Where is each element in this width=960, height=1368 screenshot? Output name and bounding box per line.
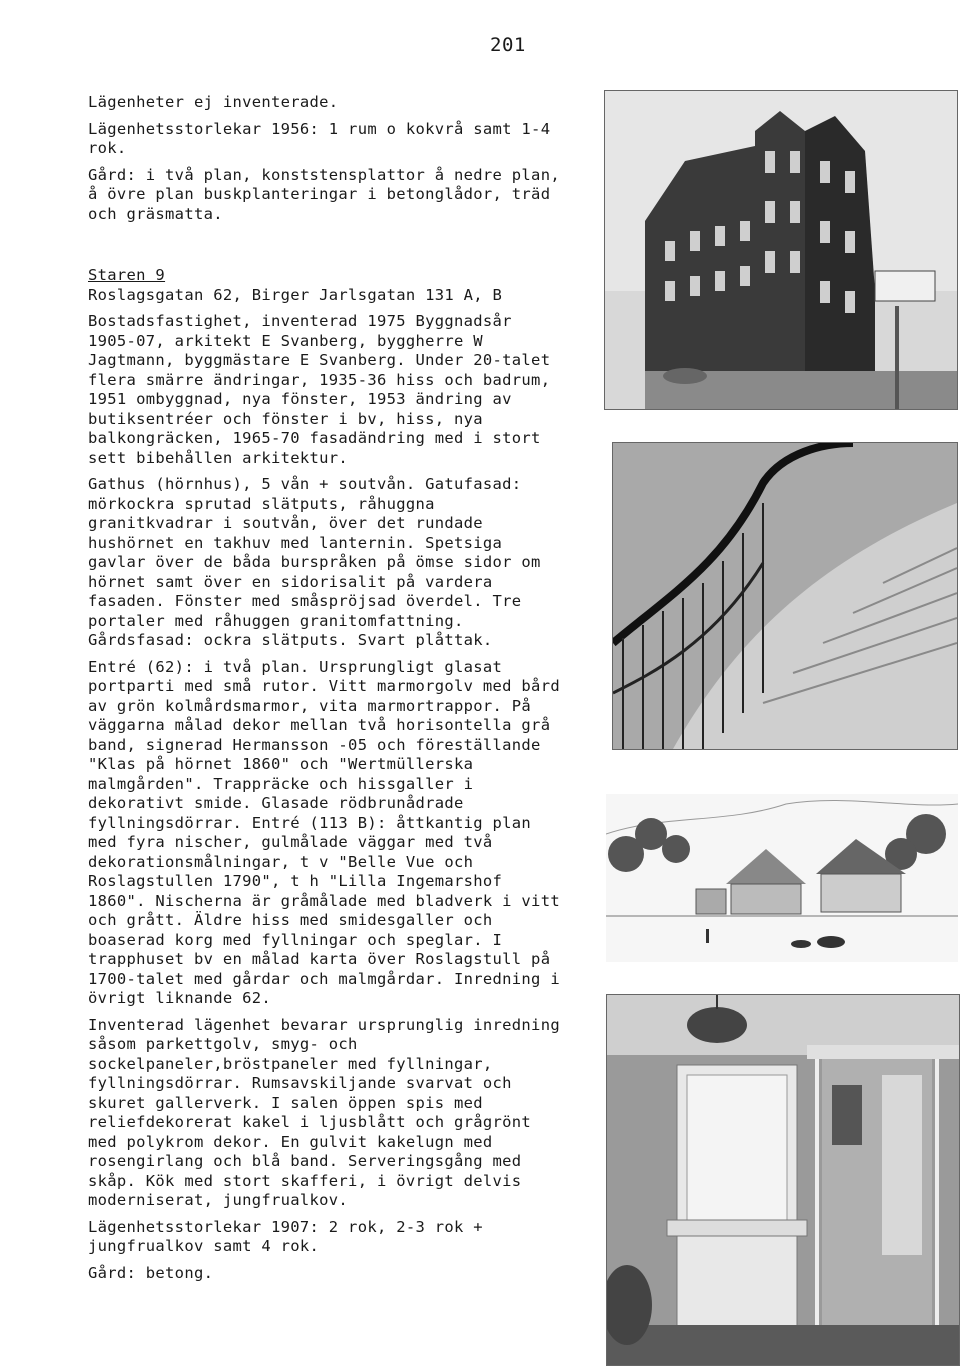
paragraph: Inventerad lägenhet bevarar ursprunglig inredning såsom parkettgolv, smyg- och sockelpaneler,bröstpaneler med fyllningar, fyllningsdörrar. Rumsavskiljande svarvat och skuret gallerverk. I salen öppen spis med reliefdekorerat kakel i ljusblått och grågrönt med polykrom dekor. En gulvit kakelugn med rosengirlang och blå band. Serveringsgång med skåp. Kök med stort skafferi, i övrigt delvis moderniserat, jungfrualkov.: [88, 1015, 560, 1209]
paragraph: Gathus (hörnhus), 5 vån + soutvån. Gatufasad: mörkockra sprutad slätputs, råhuggna granitkvadrar i soutvån, över det rundade hushörnet en takhuv med lanternin. Spetsiga gavlar över de båda burspråken på ömse sidor om hörnet samt över en sidorisalit på vardera fasaden. Fönster med småspröjsad överdel. Tre portaler med råhuggen granitomfattning. Gårdsfasad: ockra slätputs. Svart plåttak.: [88, 475, 541, 649]
paragraph: Lägenhetsstorlekar 1956: 1 rum o kokvrå samt 1-4 rok.: [88, 119, 551, 157]
paragraph: Entré (62): i två plan. Ursprungligt glasat portparti med små rutor. Vitt marmorgolv med bård av grön kolmårdsmarmor, vita marmortrappor. På väggarna målad dekor mellan två horisontella grå band, signerad Hermansson -05 och föreställande "Klas på hörnet 1860" och "Wertmüllerska malmgården". Trappräcke och hissgaller i dekorativt smide. Glasade rödbrunådrade fyllningsdörrar. Entré (113 B): åttkantig plan med fyra nischer, gulmålade väggar med två dekorationsmålningar, t v "Belle Vue och Roslagstullen 1790", t h "Lilla Ingemarshof 1860". Nischerna är gråmålade med bladverk i vitt och grått. Äldre hiss med smidesgaller och boaserad korg med fyllningar och speglar. I trapphuset bv en målad karta över Roslagstull på 1700-talet med gårdar och malmgårdar. Inredning i övrigt liknande 62.: [88, 657, 560, 1007]
paragraph: Gård: i två plan, konststensplattor å nedre plan, å övre plan buskplanteringar i betonglådor, träd och gräsmatta.: [88, 165, 560, 223]
paragraph: Lägenheter ej inventerade.: [88, 93, 339, 111]
paragraph: Lägenhetsstorlekar 1907: 2 rok, 2-3 rok + jungfrualkov samt 4 rok.: [88, 1217, 483, 1255]
painting-photo: [606, 794, 958, 962]
paragraph: Bostadsfastighet, inventerad 1975 Byggnadsår 1905-07, arkitekt E Svanberg, byggherre W Jagtmann, byggmästare E Svanberg. Under 20-talet flera smärre ändringar, 1935-36 hiss och badrum, 1951 ombyggnad, nya fönster, 1953 ändring av butiksentréer och fönster i bv, hiss, nya balkongräcken, 1965-70 fasadändring med i stort sett bibehållen arkitektur.: [88, 312, 551, 467]
staircase-photo: [612, 442, 958, 750]
building-photo: [604, 90, 958, 410]
paragraph: Gård: betong.: [88, 1263, 214, 1282]
text-column: [88, 93, 568, 1290]
property-address: Roslagsgatan 62, Birger Jarlsgatan 131 A, B: [88, 285, 503, 304]
property-heading: Staren 9: [88, 266, 166, 284]
interior-photo: [606, 994, 960, 1366]
page-number: 201: [490, 34, 526, 56]
property-heading-block: [88, 266, 568, 305]
